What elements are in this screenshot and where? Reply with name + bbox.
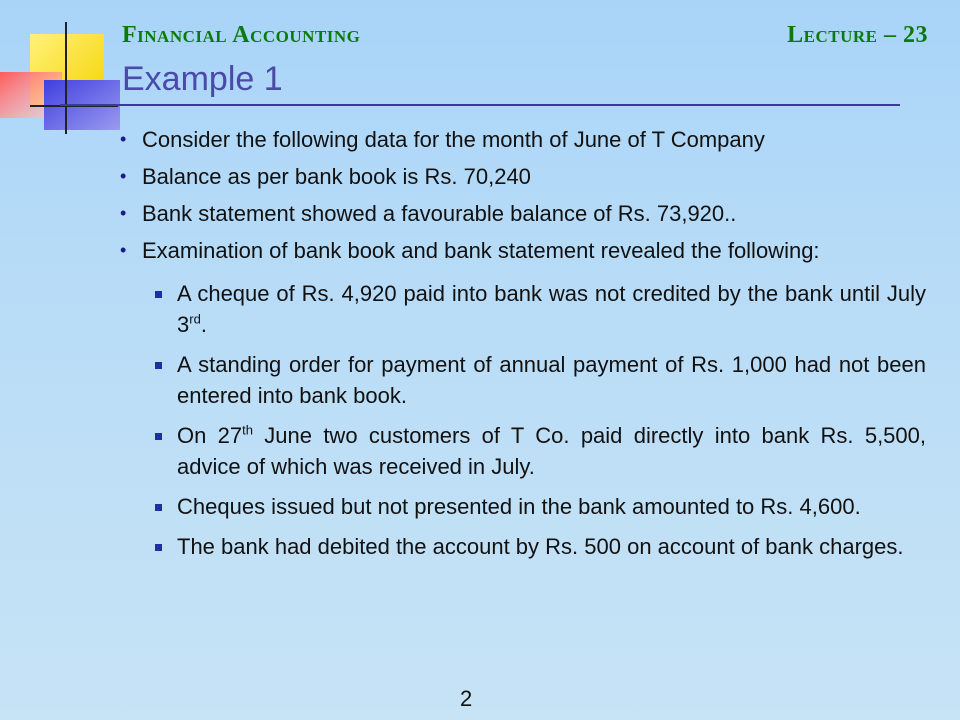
- bullet-item: • Examination of bank book and bank statement revealed the following:: [118, 235, 926, 266]
- square-bullet-icon: [155, 291, 162, 298]
- bullet-item: • Bank statement showed a favourable balance of Rs. 73,920..: [118, 198, 926, 229]
- square-bullet-icon: [155, 504, 162, 511]
- decorative-squares: [0, 0, 130, 140]
- sub-bullet-item: On 27th June two customers of T Co. paid directly into bank Rs. 5,500, advice of which was received in July.: [118, 420, 926, 482]
- bullet-dot-icon: •: [120, 166, 127, 186]
- sub-bullet-item: A cheque of Rs. 4,920 paid into bank was not credited by the bank until July 3rd.: [118, 278, 926, 340]
- sub-bullet-item: The bank had debited the account by Rs. 500 on account of bank charges.: [118, 531, 926, 562]
- bullet-dot-icon: •: [120, 129, 127, 149]
- sub-bullet-item: Cheques issued but not presented in the bank amounted to Rs. 4,600.: [118, 491, 926, 522]
- bullet-item: • Balance as per bank book is Rs. 70,240: [118, 161, 926, 192]
- square-bullet-icon: [155, 544, 162, 551]
- slide-title: Example 1: [122, 60, 283, 98]
- lecture-number: Lecture – 23: [787, 22, 928, 48]
- square-bullet-icon: [155, 433, 162, 440]
- bullet-dot-icon: •: [120, 203, 127, 223]
- course-title: Financial Accounting: [122, 22, 361, 48]
- slide-content: [118, 124, 926, 571]
- bullet-item: • Consider the following data for the month of June of T Company: [118, 124, 926, 155]
- bullet-dot-icon: •: [120, 240, 127, 260]
- title-divider: [60, 104, 900, 106]
- square-bullet-icon: [155, 362, 162, 369]
- sub-bullet-item: A standing order for payment of annual payment of Rs. 1,000 had not been entered into bank book.: [118, 349, 926, 411]
- page-number: 2: [460, 686, 473, 711]
